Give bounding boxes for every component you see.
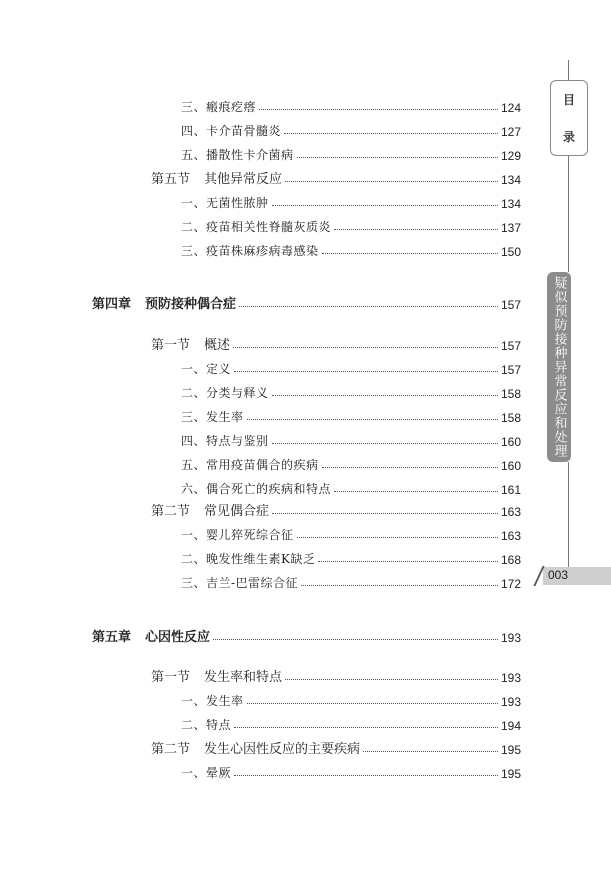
toc-entry-title: 三、发生率 <box>181 410 244 424</box>
toc-entry <box>181 191 521 211</box>
dot-leader <box>301 585 498 586</box>
dot-leader <box>247 703 498 704</box>
toc-entry <box>181 143 521 163</box>
dot-leader <box>297 157 498 158</box>
toc-entry-title: 四、特点与鉴别 <box>181 434 269 448</box>
dot-leader <box>297 537 498 538</box>
toc-entry <box>151 737 521 757</box>
toc-entry-page: 194 <box>500 719 521 733</box>
toc-entry-title: 五、常用疫苗偶合的疾病 <box>181 458 319 472</box>
toc-entry-title: 一、定义 <box>181 362 232 376</box>
toc-entry-label: 第二节 <box>151 742 191 757</box>
toc-entry-title: 一、晕厥 <box>181 766 232 780</box>
toc-marker-box <box>550 80 588 156</box>
book-title: 疑似预防接种异常反应和处理 <box>551 276 567 458</box>
toc-entry-page: 134 <box>500 197 521 211</box>
toc-entry <box>92 625 521 645</box>
toc-entry-text: 发生心因性反应的主要疾病 <box>204 742 361 757</box>
side-rule-middle <box>568 154 569 272</box>
toc-entry-label: 第五章 <box>92 630 132 645</box>
toc-entry-title: 三、疫苗株麻疹病毒感染 <box>181 244 319 258</box>
toc-entry-page: 168 <box>500 553 521 567</box>
toc-entry-title: 一、无菌性脓肿 <box>181 196 269 210</box>
toc-entry-title: 三、瘢痕疙瘩 <box>181 100 257 114</box>
toc-entry <box>151 167 521 187</box>
toc-entry <box>181 429 521 449</box>
toc-entry-page: 150 <box>500 245 521 259</box>
side-rule-top <box>568 60 569 80</box>
toc-entry-title: 二、分类与释义 <box>181 386 269 400</box>
toc-entry-page: 158 <box>500 387 521 401</box>
toc-entry-title: 一、发生率 <box>181 694 244 708</box>
dot-leader <box>322 467 498 468</box>
toc-entry-title <box>92 626 210 645</box>
dot-leader <box>334 229 498 230</box>
toc-entry-title <box>151 738 360 757</box>
toc-entry <box>181 95 521 115</box>
toc-entry-title <box>151 334 230 353</box>
toc-marker-char-2: 录 <box>562 130 575 144</box>
toc-entry-title: 五、播散性卡介菌病 <box>181 148 294 162</box>
toc-entry-label: 第四章 <box>92 297 132 312</box>
toc-entry-page: 157 <box>500 363 521 377</box>
toc-entry <box>181 215 521 235</box>
toc-entry-label: 第一节 <box>151 670 191 685</box>
toc-entry-title <box>92 293 236 312</box>
dot-leader <box>272 443 498 444</box>
toc-entry-page: 160 <box>500 459 521 473</box>
dot-leader <box>363 751 498 752</box>
dot-leader <box>285 181 498 182</box>
toc-entry-label: 第一节 <box>151 338 191 353</box>
toc-entry-title: 三、吉兰-巴雷综合征 <box>181 576 299 590</box>
dot-leader <box>234 727 498 728</box>
toc-entry-page: 172 <box>500 577 521 591</box>
toc-entry-page: 158 <box>500 411 521 425</box>
toc-entry-text: 预防接种偶合症 <box>145 297 237 312</box>
toc-entry <box>181 713 521 733</box>
toc-entry-page: 157 <box>500 339 521 353</box>
dot-leader <box>334 491 498 492</box>
dot-leader <box>247 419 498 420</box>
toc-entry-title: 二、晚发性维生素K缺乏 <box>181 552 316 566</box>
toc-entry <box>181 239 521 259</box>
toc-entry-page: 160 <box>500 435 521 449</box>
dot-leader <box>284 133 498 134</box>
toc-entry <box>181 571 521 591</box>
side-rule-bottom <box>568 462 569 567</box>
dot-leader <box>272 513 498 514</box>
toc-entry-text: 常见偶合症 <box>204 504 270 519</box>
toc-entry-label: 第五节 <box>151 172 191 187</box>
toc-entry <box>181 547 521 567</box>
toc-entry-page: 127 <box>500 125 521 139</box>
toc-entry-title: 二、疫苗相关性脊髓灰质炎 <box>181 220 332 234</box>
dot-leader <box>272 205 498 206</box>
toc-entry-title <box>151 500 269 519</box>
toc-entry-label: 第二节 <box>151 504 191 519</box>
toc-marker-char-1: 目 <box>562 93 575 107</box>
page-number: 003 <box>548 568 569 582</box>
toc-entry <box>181 119 521 139</box>
dot-leader <box>233 347 498 348</box>
toc-entry <box>181 381 521 401</box>
toc-entry-page: 161 <box>500 483 521 497</box>
toc-entry-text: 心因性反应 <box>145 630 211 645</box>
toc-entry-page: 193 <box>500 671 521 685</box>
toc-entry-page: 163 <box>500 529 521 543</box>
dot-leader <box>318 561 498 562</box>
toc-entry-title: 一、婴儿猝死综合征 <box>181 528 294 542</box>
toc-entry-page: 137 <box>500 221 521 235</box>
toc-entry <box>151 499 521 519</box>
dot-leader <box>234 775 498 776</box>
toc-entry-page: 195 <box>500 767 521 781</box>
toc-entry-title <box>151 168 282 187</box>
toc-entry-page: 157 <box>500 298 521 312</box>
toc-entry <box>181 477 521 497</box>
toc-entry <box>92 292 521 312</box>
toc-entry <box>151 333 521 353</box>
toc-entry-text: 发生率和特点 <box>204 670 283 685</box>
dot-leader <box>234 371 498 372</box>
toc-entry-page: 193 <box>500 631 521 645</box>
toc-entry-page: 124 <box>500 101 521 115</box>
toc-entry-page: 195 <box>500 743 521 757</box>
toc-entry <box>181 523 521 543</box>
toc-entry-page: 129 <box>500 149 521 163</box>
toc-entry <box>181 689 521 709</box>
toc-entry-page: 193 <box>500 695 521 709</box>
dot-leader <box>285 679 498 680</box>
toc-entry-title: 二、特点 <box>181 718 232 732</box>
book-title-tab <box>547 272 571 462</box>
toc-entry-title: 四、卡介苗骨髓炎 <box>181 124 282 138</box>
dot-leader <box>322 253 498 254</box>
toc-entry <box>181 405 521 425</box>
toc-entry-text: 其他异常反应 <box>204 172 283 187</box>
toc-entry <box>181 453 521 473</box>
toc-entry-text: 概述 <box>204 338 231 353</box>
dot-leader <box>259 109 498 110</box>
toc-entry <box>181 761 521 781</box>
toc-entry-page: 163 <box>500 505 521 519</box>
toc-entry <box>181 357 521 377</box>
toc-entry <box>151 665 521 685</box>
dot-leader <box>239 306 498 307</box>
toc-entry-page: 134 <box>500 173 521 187</box>
toc-entry-title <box>151 666 282 685</box>
dot-leader <box>213 639 498 640</box>
dot-leader <box>272 395 498 396</box>
toc-entry-title: 六、偶合死亡的疾病和特点 <box>181 482 332 496</box>
